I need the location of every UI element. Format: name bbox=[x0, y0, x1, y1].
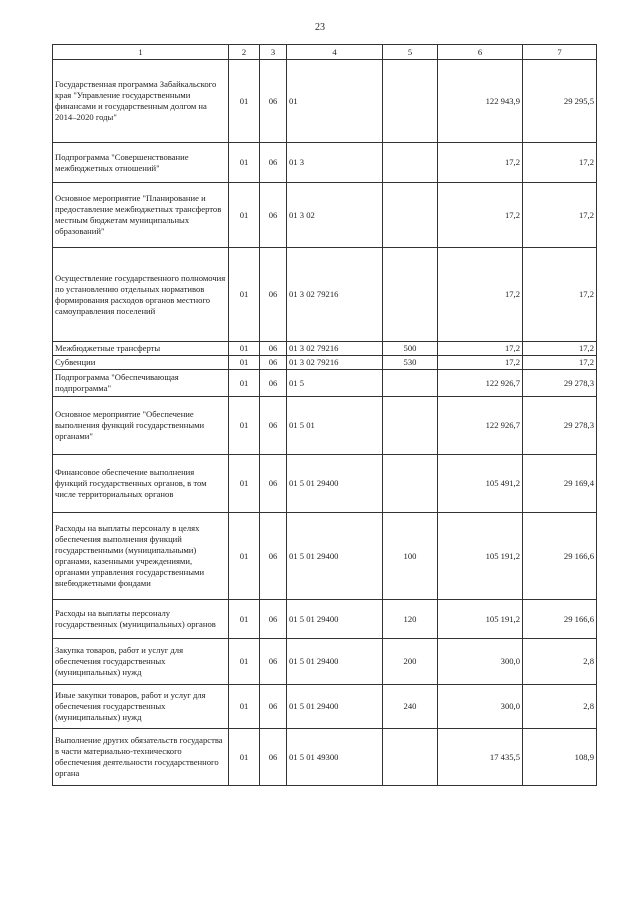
cell-section: 01 bbox=[229, 60, 260, 143]
cell-subsection: 06 bbox=[260, 248, 287, 342]
table-row bbox=[53, 370, 597, 397]
cell-amount: 17,2 bbox=[438, 248, 523, 342]
cell-target-code: 01 5 01 bbox=[287, 397, 383, 455]
cell-subsection: 06 bbox=[260, 356, 287, 370]
cell-amount-2: 17,2 bbox=[523, 143, 597, 183]
cell-expense-type: 240 bbox=[383, 685, 438, 729]
cell-amount: 122 926,7 bbox=[438, 397, 523, 455]
cell-expense-type: 120 bbox=[383, 600, 438, 639]
cell-target-code: 01 3 02 bbox=[287, 183, 383, 248]
cell-amount: 105 191,2 bbox=[438, 513, 523, 600]
row-name: Основное мероприятие "Планирование и предоставление межбюджетных трансфертов местным бюджетам муниципальных образований" bbox=[53, 183, 229, 248]
cell-section: 01 bbox=[229, 342, 260, 356]
cell-amount: 300,0 bbox=[438, 639, 523, 685]
row-name: Расходы на выплаты персоналу государственных (муниципальных) органов bbox=[53, 600, 229, 639]
cell-target-code: 01 3 02 79216 bbox=[287, 356, 383, 370]
cell-section: 01 bbox=[229, 143, 260, 183]
cell-amount: 122 926,7 bbox=[438, 370, 523, 397]
cell-target-code: 01 5 01 49300 bbox=[287, 729, 383, 786]
cell-amount: 17 435,5 bbox=[438, 729, 523, 786]
cell-target-code: 01 bbox=[287, 60, 383, 143]
cell-subsection: 06 bbox=[260, 455, 287, 513]
cell-section: 01 bbox=[229, 513, 260, 600]
cell-section: 01 bbox=[229, 397, 260, 455]
table-row bbox=[53, 248, 597, 342]
table-row bbox=[53, 60, 597, 143]
table-row bbox=[53, 397, 597, 455]
row-name: Подпрограмма "Обеспечивающая подпрограмма" bbox=[53, 370, 229, 397]
cell-expense-type bbox=[383, 183, 438, 248]
col-header: 4 bbox=[287, 45, 383, 60]
cell-expense-type bbox=[383, 248, 438, 342]
cell-section: 01 bbox=[229, 639, 260, 685]
col-header: 1 bbox=[53, 45, 229, 60]
cell-target-code: 01 5 01 29400 bbox=[287, 685, 383, 729]
cell-subsection: 06 bbox=[260, 729, 287, 786]
cell-subsection: 06 bbox=[260, 370, 287, 397]
cell-target-code: 01 5 01 29400 bbox=[287, 455, 383, 513]
cell-amount-2: 29 295,5 bbox=[523, 60, 597, 143]
table-row bbox=[53, 143, 597, 183]
cell-target-code: 01 5 01 29400 bbox=[287, 639, 383, 685]
cell-target-code: 01 3 02 79216 bbox=[287, 342, 383, 356]
cell-expense-type bbox=[383, 397, 438, 455]
cell-amount-2: 2,8 bbox=[523, 639, 597, 685]
cell-amount-2: 29 166,6 bbox=[523, 600, 597, 639]
cell-expense-type: 200 bbox=[383, 639, 438, 685]
cell-expense-type: 530 bbox=[383, 356, 438, 370]
row-name: Выполнение других обязательств государства в части материально-технического обеспечения деятельности государственного органа bbox=[53, 729, 229, 786]
cell-amount-2: 29 169,4 bbox=[523, 455, 597, 513]
cell-amount: 17,2 bbox=[438, 356, 523, 370]
cell-section: 01 bbox=[229, 183, 260, 248]
cell-subsection: 06 bbox=[260, 60, 287, 143]
cell-subsection: 06 bbox=[260, 639, 287, 685]
cell-amount-2: 17,2 bbox=[523, 342, 597, 356]
row-name: Субвенции bbox=[53, 356, 229, 370]
row-name: Подпрограмма "Совершенствование межбюджетных отношений" bbox=[53, 143, 229, 183]
cell-amount: 17,2 bbox=[438, 183, 523, 248]
cell-amount: 17,2 bbox=[438, 342, 523, 356]
table-row bbox=[53, 729, 597, 786]
cell-expense-type bbox=[383, 370, 438, 397]
col-header: 5 bbox=[383, 45, 438, 60]
cell-expense-type bbox=[383, 60, 438, 143]
table-row bbox=[53, 342, 597, 356]
cell-amount: 300,0 bbox=[438, 685, 523, 729]
cell-amount-2: 2,8 bbox=[523, 685, 597, 729]
table-row bbox=[53, 639, 597, 685]
cell-target-code: 01 5 01 29400 bbox=[287, 600, 383, 639]
cell-amount-2: 17,2 bbox=[523, 356, 597, 370]
cell-section: 01 bbox=[229, 455, 260, 513]
cell-subsection: 06 bbox=[260, 397, 287, 455]
cell-amount: 105 491,2 bbox=[438, 455, 523, 513]
cell-amount: 17,2 bbox=[438, 143, 523, 183]
cell-target-code: 01 3 02 79216 bbox=[287, 248, 383, 342]
cell-target-code: 01 5 01 29400 bbox=[287, 513, 383, 600]
cell-expense-type: 100 bbox=[383, 513, 438, 600]
budget-table bbox=[52, 44, 597, 786]
row-name: Межбюджетные трансферты bbox=[53, 342, 229, 356]
col-header: 7 bbox=[523, 45, 597, 60]
row-name: Иные закупки товаров, работ и услуг для обеспечения государственных (муниципальных) нужд bbox=[53, 685, 229, 729]
header-row bbox=[53, 45, 597, 60]
page-number: 23 bbox=[315, 22, 325, 33]
row-name: Закупка товаров, работ и услуг для обеспечения государственных (муниципальных) нужд bbox=[53, 639, 229, 685]
cell-expense-type bbox=[383, 729, 438, 786]
cell-amount-2: 29 278,3 bbox=[523, 397, 597, 455]
cell-subsection: 06 bbox=[260, 342, 287, 356]
table-row bbox=[53, 600, 597, 639]
cell-target-code: 01 5 bbox=[287, 370, 383, 397]
cell-amount-2: 108,9 bbox=[523, 729, 597, 786]
table-row bbox=[53, 183, 597, 248]
cell-section: 01 bbox=[229, 600, 260, 639]
row-name: Финансовое обеспечение выполнения функций государственных органов, в том числе территориальных органов bbox=[53, 455, 229, 513]
cell-section: 01 bbox=[229, 685, 260, 729]
cell-amount-2: 17,2 bbox=[523, 183, 597, 248]
cell-subsection: 06 bbox=[260, 685, 287, 729]
cell-amount-2: 29 166,6 bbox=[523, 513, 597, 600]
col-header: 6 bbox=[438, 45, 523, 60]
table-row bbox=[53, 513, 597, 600]
cell-amount: 105 191,2 bbox=[438, 600, 523, 639]
cell-expense-type bbox=[383, 455, 438, 513]
cell-expense-type bbox=[383, 143, 438, 183]
cell-subsection: 06 bbox=[260, 600, 287, 639]
cell-subsection: 06 bbox=[260, 183, 287, 248]
table-row bbox=[53, 356, 597, 370]
row-name: Осуществление государственного полномочия по установлению отдельных нормативов формирования расходов органов местного самоуправления поселений bbox=[53, 248, 229, 342]
col-header: 2 bbox=[229, 45, 260, 60]
row-name: Расходы на выплаты персоналу в целях обеспечения выполнения функций государственными (муниципальными) органами, казенными учреждениями, органами управления государственными внебюджетными фондами bbox=[53, 513, 229, 600]
cell-subsection: 06 bbox=[260, 513, 287, 600]
row-name: Основное мероприятие "Обеспечение выполнения функций государственными органами" bbox=[53, 397, 229, 455]
cell-section: 01 bbox=[229, 370, 260, 397]
table-row bbox=[53, 455, 597, 513]
cell-subsection: 06 bbox=[260, 143, 287, 183]
table-row bbox=[53, 685, 597, 729]
cell-section: 01 bbox=[229, 729, 260, 786]
cell-section: 01 bbox=[229, 248, 260, 342]
row-name: Государственная программа Забайкальского края "Управление государственными финансами и государственным долгом на 2014–2020 годы" bbox=[53, 60, 229, 143]
cell-expense-type: 500 bbox=[383, 342, 438, 356]
cell-amount-2: 17,2 bbox=[523, 248, 597, 342]
col-header: 3 bbox=[260, 45, 287, 60]
cell-section: 01 bbox=[229, 356, 260, 370]
cell-amount: 122 943,9 bbox=[438, 60, 523, 143]
cell-amount-2: 29 278,3 bbox=[523, 370, 597, 397]
cell-target-code: 01 3 bbox=[287, 143, 383, 183]
